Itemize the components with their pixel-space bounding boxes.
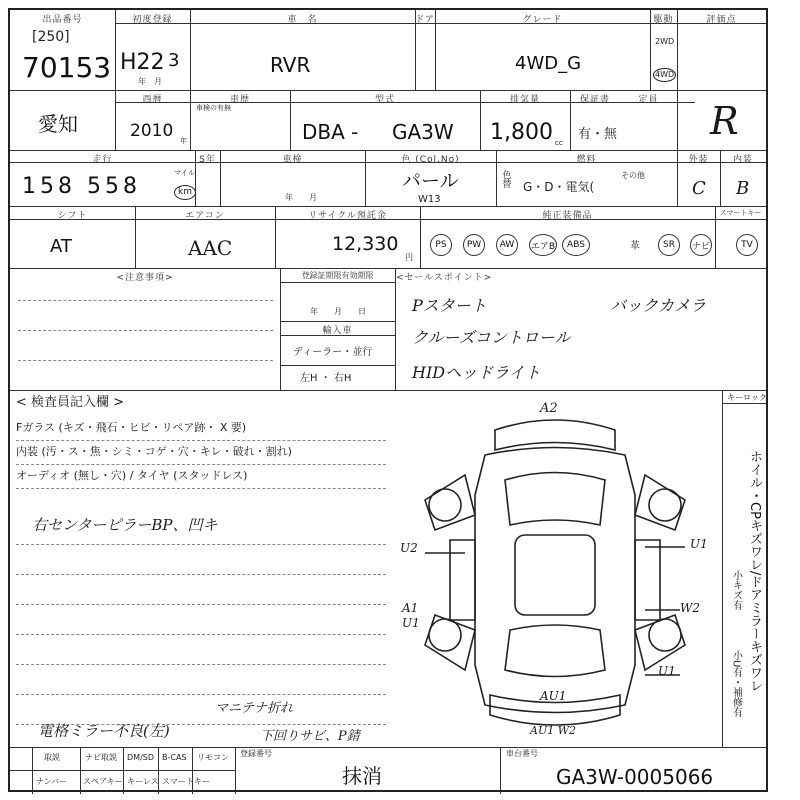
first-reg-month: 3 [168,50,180,71]
drive-label: 駆動 [653,15,674,25]
sales-label: <セールスポイント> [396,273,493,283]
first-reg-unit: 年 月 [138,77,162,86]
import-label: 輸入車 [322,326,353,336]
mileage-unit-mile: マイル [174,169,195,177]
shaken-unit: 年 月 [285,193,317,202]
footer-item-keyless: キーレス [127,777,159,786]
s-label: S年 [199,155,216,165]
inspection-label: 車歴 [229,95,250,105]
remark-2: マニテナ折れ [215,701,294,716]
shaken-label: 車検 [282,155,303,165]
inspection-sub: 車検の有無 [196,104,231,112]
mark-a2: A2 [540,401,558,416]
type-label: 型式 [374,95,395,105]
mileage-unit-km: km [174,185,196,200]
sales-point-2: クルーズコントロール [412,328,571,347]
year: 2010 [130,121,174,141]
inspector-label: < 検査員記入欄 > [16,395,125,410]
warranty-label: 保証書 [579,95,610,105]
equip-navi: ナビ [690,234,712,256]
equip-tv: TV [736,234,758,256]
drive-4wd: 4WD [653,68,676,82]
equip-leather: 革 [630,241,640,252]
fuel-label: 燃料 [576,155,597,165]
year-label: 西暦 [142,95,163,105]
lot-label: 出品番号 [42,15,83,25]
equipment-label: 純正装備品 [542,211,593,221]
model-name: RVR [270,53,311,77]
shift: AT [50,236,72,257]
recycle-label: リサイクル預託金 [308,211,387,221]
displacement-unit: cc [555,139,563,147]
model-name-label: 車 名 [287,15,318,25]
footer-item-remote: リモコン [197,753,229,762]
type-prefix: DBA - [302,120,359,144]
displacement: 1,800 [490,120,553,145]
reg-status: 抹消 [342,764,382,788]
grade-label: グレード [522,15,563,25]
mark-u1-right: U1 [690,537,708,551]
lot-sub: [250] [32,29,70,45]
color-change-label: 色替 [500,170,511,188]
ac-label: エアコン [185,211,225,221]
equip-pw: PW [463,234,485,256]
handle-option: 左H ・ 右H [300,373,352,384]
displacement-label: 排気量 [509,95,540,105]
score: R [710,99,739,143]
year-unit: 年 [180,137,187,145]
right-sub-1: 小キズ有 [730,570,742,610]
mileage-label: 走行 [92,155,113,165]
warranty-value: 有・無 [578,127,618,142]
mark-u1-left: U1 [402,616,420,630]
footer-item-spare-key: スペアキー [83,777,123,786]
sales-point-3: HIDヘッドライト [412,363,541,382]
first-reg-label: 初度登録 [132,15,173,25]
mileage: 158 558 [22,174,141,199]
fuel-other: その他 [621,171,645,180]
score-label: 評価点 [706,15,737,25]
caution-label: <注意事項> [116,273,174,283]
chassis-number: GA3W-0005066 [556,765,714,789]
color: パール [402,170,459,192]
registration-label: 登録証期限有効期限 [301,271,374,280]
remark-4: 下回りサビ、P錆 [260,729,360,744]
footer-item-bcas: B-CAS [162,753,187,762]
remark-1: 右センターピラーBP、凹キ [32,516,218,534]
first-reg-era: H22 [120,50,165,75]
drive-2wd: 2WD [655,37,675,46]
color-label: 色 (Col.No) [401,155,460,165]
auction-sheet [8,8,768,792]
color-code: W13 [418,194,441,205]
exterior-label: 外装 [688,155,709,165]
sales-point-1: Pスタート [412,296,487,315]
equip-abs: ABS [562,234,590,256]
capacity-label: 定員 [638,95,659,105]
recycle-unit: 円 [405,253,413,262]
dealer-option: ディーラー・並行 [293,347,373,358]
chassis-label: 車台番号 [506,749,538,758]
right-column-text: ホイル・CPキズワレ/ドアミラーキズワレ [746,450,762,693]
right-sub-2: 小U有・補修有 [730,650,742,718]
reg-number-label: 登録番号 [240,749,272,758]
footer-item-navi-manual: ナビ取説 [85,753,117,762]
remark-3: 電格ミラー不良(左) [38,722,170,740]
footer-item-manual: 取説 [44,753,60,762]
lot-number: 70153 [22,51,112,84]
interior-grade: B [736,178,750,199]
equip-ps: PS [430,234,452,256]
recycle: 12,330 [332,233,399,255]
interior-line: 内装 (汚・ス・焦・シミ・コゲ・穴・キレ・破れ・割れ) [16,445,292,458]
door-label: ドア [415,15,435,25]
type-code: GA3W [392,120,454,144]
region: 愛知 [38,112,78,136]
footer-item-smart-key: スマートキー [162,777,210,786]
mark-a1: A1 [402,601,419,615]
audio-line: オーディオ (無し・穴) / タイヤ (スタッドレス) [16,469,248,482]
interior-label: 内装 [732,155,753,165]
glass-line: Fガラス (キズ・飛石・ヒビ・リペア跡・ X 要) [16,421,247,434]
shift-label: シフト [57,211,88,221]
equip-airbag: エアB [529,234,557,256]
keylock-label: キーロック [727,393,767,402]
footer-item-dmsd: DM/SD [127,753,154,762]
keyless-label: スマートキー [719,209,762,217]
exterior-grade: C [692,178,706,199]
fuel-options: G・D・電気( [523,180,595,194]
registration-unit: 年 月 日 [310,307,366,316]
equip-aw: AW [496,234,518,256]
mark-au1-w2: AU1 W2 [530,724,577,737]
grade: 4WD_G [515,53,582,74]
mark-u2: U2 [400,541,418,555]
mark-u1-rear: U1 [658,664,676,678]
equip-sr: SR [658,234,680,256]
mark-au1: AU1 [540,689,567,703]
sales-point-4: バックカメラ [610,296,707,315]
mark-w2: W2 [680,601,700,615]
ac: AAC [188,236,233,260]
footer-item-plate: ナンバー [36,777,68,786]
